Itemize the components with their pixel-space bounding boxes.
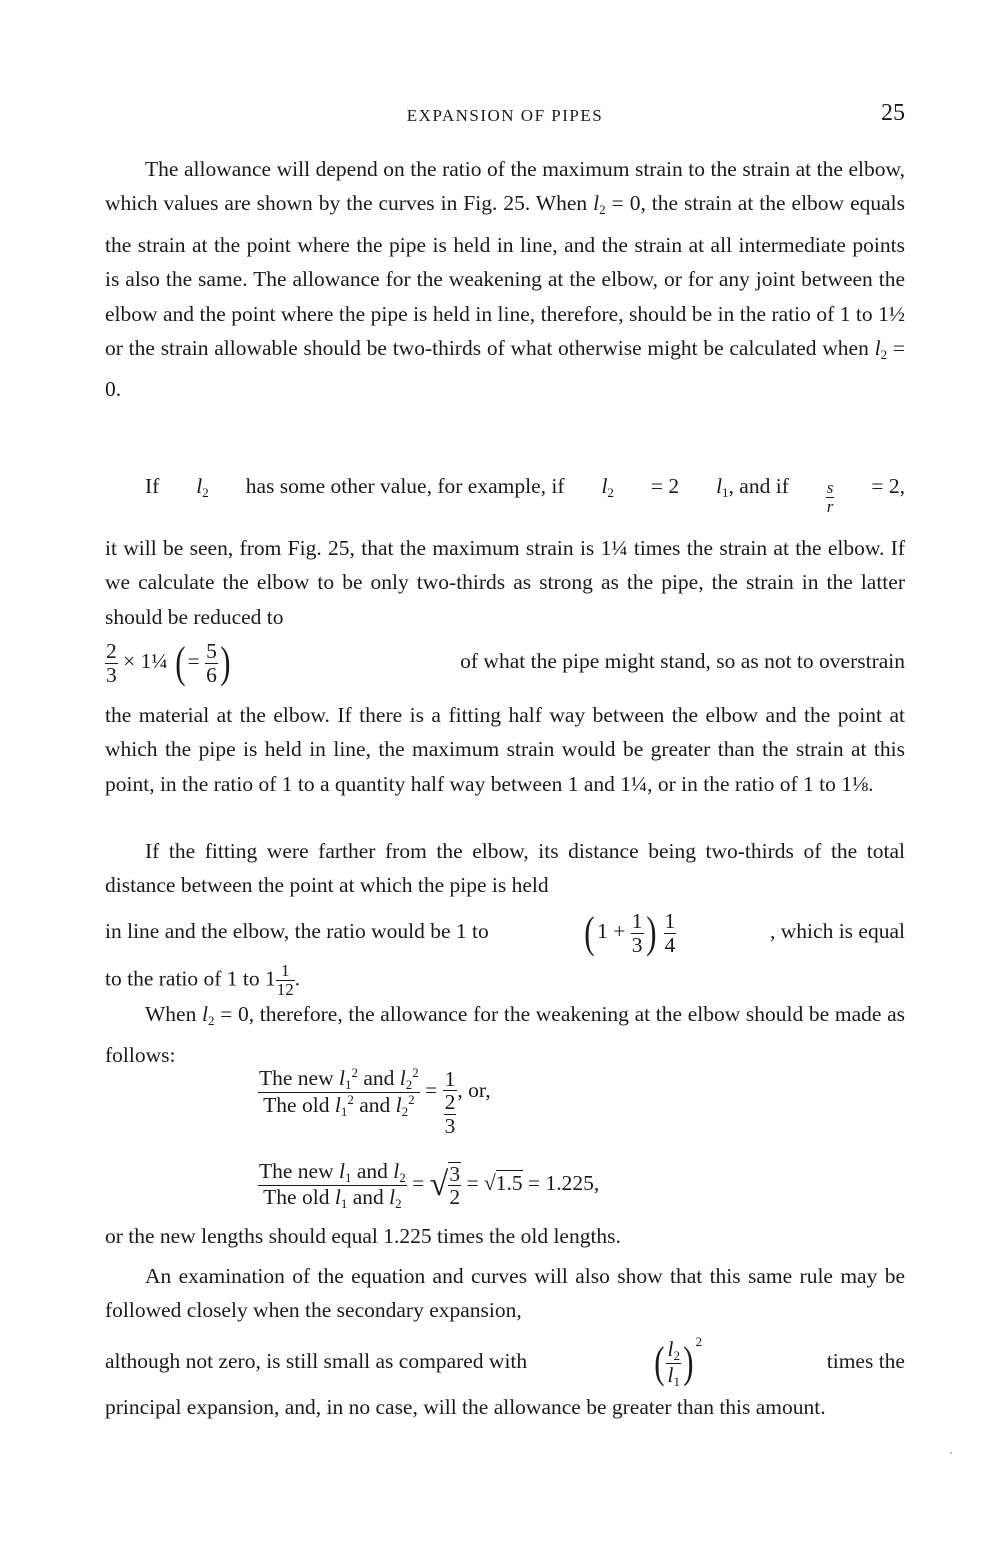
three-halves: $\frac{3}{2}$	[449, 1161, 461, 1210]
p1-text-b: = 0, the strain at the elbow equals the strain at the point where the pipe is held in line, and the strain at all intermediate points is also the same. The allowance for the weakening at the elbow, or for any joint between the elbow and the point where the pipe is held in line, therefore, should be in the ratio of 1 to	[105, 191, 905, 326]
equation-1: $\frac{The new l_1^2 and l_2^2}{The old l_1^2 and l_2^2}$ = $\frac{1}{\frac{2}{3}}$ , or,	[259, 1065, 491, 1138]
paragraph-6-tail: principal expansion, and, in no case, will the allowance be greater than this amount.	[105, 1395, 826, 1419]
paragraph-6: An examination of the equation and curves will also show that this same rule may be followed closely when the secondary expansion,	[105, 1264, 905, 1323]
page-header	[105, 100, 905, 130]
paragraph-6-fraction-line: although not zero, is still small as compared with ( $\frac{l_2}{l_1}$ ) $^2$ times the	[105, 1334, 905, 1389]
p1-text-c: or the strain allowable should be two-thirds of what otherwise might be calculated when	[105, 336, 869, 361]
one-third: $\frac{1}{3}$	[631, 909, 643, 957]
paragraph-1: The allowance will depend on the ratio of the maximum strain to the strain at the elbow, which values are shown by the curves in Fig. 25. When $l_2 = 0$, the strain at the elbow equals the strain at the point where the pipe is held in line, and the strain at all intermediate points is also the same. The allowance for the weakening at the elbow, or for any joint between the elbow and the point where the pipe is held in line, therefore, should be in the ratio of 1 to 1½ or the strain allowable should be two-thirds of what otherwise might be calculated when $l_2 = 0$.	[105, 157, 906, 402]
paragraph-2-line-1: If $l_2$ has some other value, for example, if $l_2$ = 2 $l_1$, and if $\frac{s}{r}$ = 2,	[145, 474, 905, 516]
two-thirds: $\frac{2}{3}$	[106, 639, 117, 687]
five-sixths: $\frac{5}{6}$	[206, 639, 217, 687]
paragraph-3: If the fitting were farther from the elbow, its distance being two-thirds of the total distance between the point at which the pipe is held	[105, 839, 905, 898]
scan-mark	[950, 1452, 952, 1454]
paragraph-2-tail: the material at the elbow. If there is a fitting half way between the elbow and the point at which the pipe is held in line, the maximum strain would be greater than the strain at this point, in the ratio of 1 to a quantity half way between 1 and 1¼, or in the ratio of 1 to 1⅛.	[105, 703, 905, 796]
p1-text-a: The allowance will depend on the ratio of the maximum strain to the strain at the elbow, which values are shown by the curves in Fig. 25. When	[105, 157, 905, 216]
paragraph-4: When $l_2 = 0$, therefore, the allowance for the weakening at the elbow should be made as follows:	[105, 1002, 906, 1068]
one-over-two-thirds: $\frac{1}{\frac{2}{3}}$	[444, 1066, 456, 1138]
paragraph-2-body: it will be seen, from Fig. 25, that the maximum strain is 1¼ times the strain at the elbow. If we calculate the elbow to be only two-thirds as strong as the pipe, the strain in the latter should be reduced to	[105, 536, 905, 629]
paragraph-2-fraction-line: $\frac{2}{3}$ × 1¼ ( = $\frac{5}{6}$ ) of what the pipe might stand, so as not to overstrain	[106, 638, 905, 688]
one-quarter: $\frac{1}{4}$	[664, 909, 676, 957]
paragraph-5: or the new lengths should equal 1.225 times the old lengths.	[105, 1224, 621, 1248]
one-twelfth: $\frac{1}{12}$	[276, 961, 294, 999]
s-over-r: $\frac{s}{r}$	[826, 478, 834, 516]
page-number: 25	[881, 100, 905, 126]
l2-over-l1: $\frac{l_2}{l_1}$	[667, 1336, 680, 1389]
p1-text-d: = 0.	[105, 336, 906, 402]
equation-2: $\frac{The new l_1 and l_2}{The old l_1 and l_2}$ = √ $\frac{3}{2}$ = √1.5 = 1.225,	[259, 1159, 600, 1211]
running-title: EXPANSION OF PIPES	[406, 106, 604, 125]
paragraph-3-fraction-line: in line and the elbow, the ratio would be 1 to ( 1 + $\frac{1}{3}$ ) $\frac{1}{4}$ , which is equal	[105, 908, 905, 958]
paragraph-3-tail: to the ratio of 1 to 1 $\frac{1}{12}$ .	[105, 961, 301, 999]
